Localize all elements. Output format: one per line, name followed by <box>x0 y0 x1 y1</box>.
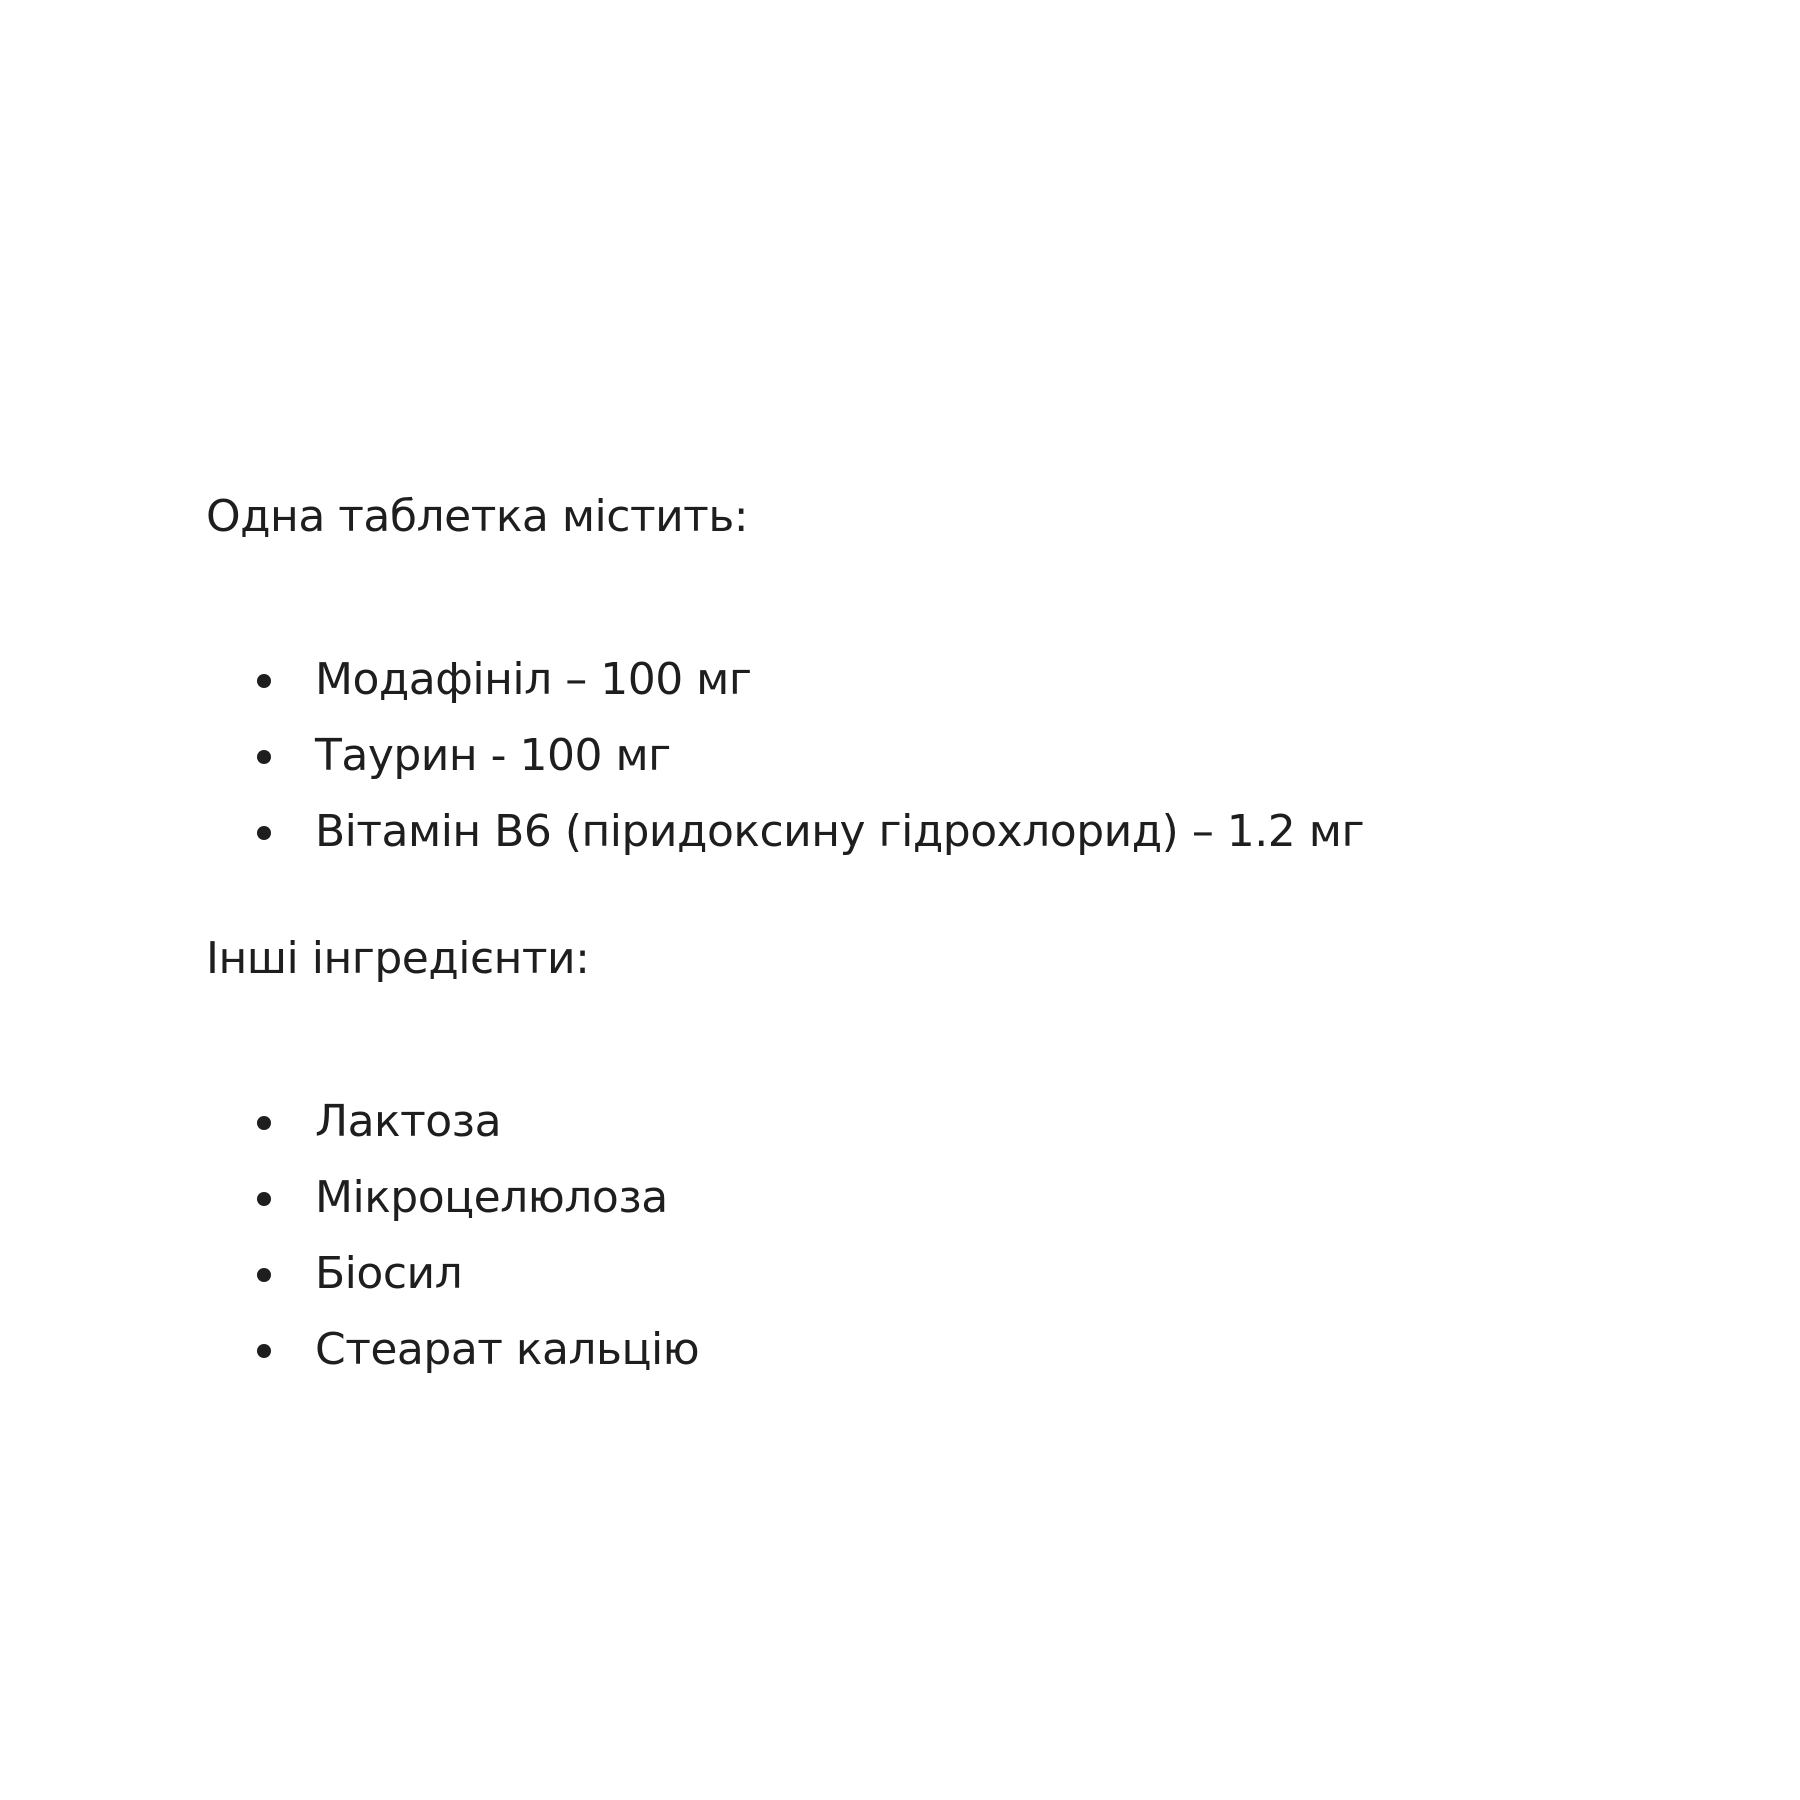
list-item: Стеарат кальцію <box>206 1312 1706 1388</box>
other-ingredients-heading: Інші інгредієнти: <box>206 933 590 984</box>
list-item: Модафініл – 100 мг <box>206 642 1706 718</box>
composition-heading: Одна таблетка містить: <box>206 491 749 542</box>
list-item: Таурин - 100 мг <box>206 718 1706 794</box>
ingredients-document <box>206 488 1706 1388</box>
active-ingredients-list <box>206 642 1706 870</box>
list-item: Вітамін B6 (піридоксину гідрохлорид) – 1.2 мг <box>206 794 1706 870</box>
list-item: Мікроцелюлоза <box>206 1160 1706 1236</box>
list-item: Біосил <box>206 1236 1706 1312</box>
list-item: Лактоза <box>206 1084 1706 1160</box>
other-ingredients-list <box>206 1084 1706 1388</box>
